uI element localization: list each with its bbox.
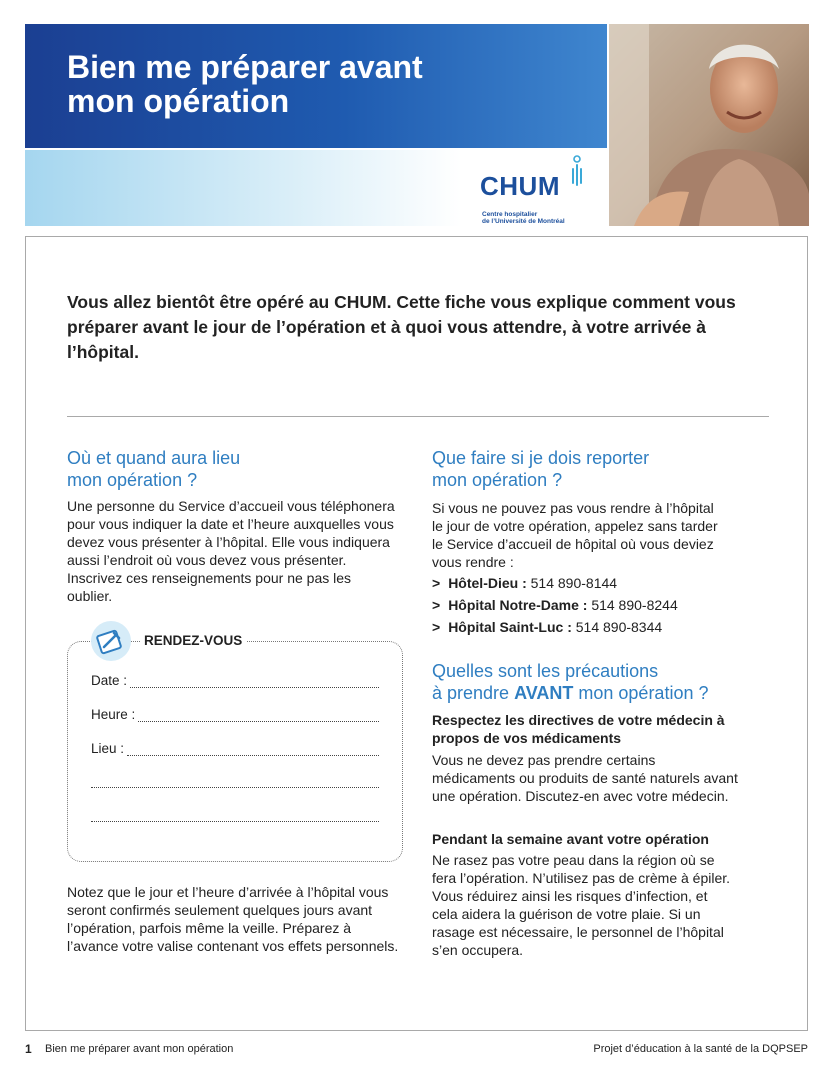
page-number: 1: [25, 1042, 32, 1056]
hospital-item: > Hôpital Saint-Luc : 514 890-8344: [432, 619, 663, 635]
place-line-2[interactable]: [91, 775, 379, 788]
medication-text: Vous ne devez pas prendre certains médicaments ou produits de santé naturels avant une opération. Discutez-en avec votre médecin.: [432, 752, 738, 804]
appointment-title: RENDEZ-VOUS: [140, 633, 246, 648]
week-before-text: Ne rasez pas votre peau dans la région où se fera l’opération. N’utilisez pas de crème à épiler. Vous réduirez ainsi les risques d’infection, et cela aidera la guérison de votre plaie. Si un rasage est nécessaire, le personnel de l’hôpital s’en occupera.: [432, 852, 731, 958]
page-title: Bien me préparer avant mon opération: [67, 49, 423, 119]
week-before-subheading: Pendant la semaine avant votre opération: [432, 831, 709, 847]
chum-logo: [480, 155, 590, 225]
where-when-heading: Où et quand aura lieu mon opération ?: [67, 448, 241, 490]
postpone-heading: Que faire si je dois reporter mon opération ?: [432, 448, 650, 490]
postpone-text: Si vous ne pouvez pas vous rendre à l’hôpital le jour de votre opération, appelez sans tarder le Service d’accueil de hôpital où vous deviez vous rendre :: [432, 500, 718, 570]
phone-number[interactable]: 514 890-8144: [530, 575, 618, 591]
precautions-heading: Quelles sont les précautions à prendre AVANT mon opération ?: [432, 661, 709, 703]
calendar-icon: [90, 620, 132, 662]
person-figure-icon: [570, 155, 584, 201]
intro-text: Vous allez bientôt être opéré au CHUM. Cette fiche vous explique comment vous préparer avant le jour de l’opération et à quoi vous attendre, à votre arrivée à l’hôpital.: [67, 292, 736, 362]
patient-photo: [609, 24, 809, 226]
hospital-list: [432, 572, 678, 638]
medication-subheading: Respectez les directives de votre médecin à propos de vos médicaments: [432, 712, 725, 746]
phone-number[interactable]: 514 890-8244: [591, 597, 678, 613]
phone-number[interactable]: 514 890-8344: [575, 619, 663, 635]
logo-name: CHUM: [480, 171, 560, 201]
place-field[interactable]: Lieu :: [91, 741, 379, 756]
footer-title: Bien me préparer avant mon opération: [45, 1043, 234, 1055]
divider: [67, 416, 769, 417]
logo-subtitle: Centre hospitalier de l’Université de Montréal: [482, 211, 565, 225]
arrival-note: Notez que le jour et l’heure d’arrivée à l’hôpital vous seront confirmés seulement quelques jours avant l’opération, parfois même la veille. Préparez à l’avance votre valise contenant vos effets personnels.: [67, 884, 399, 954]
where-when-text: Une personne du Service d’accueil vous téléphonera pour vous indiquer la date et l’heure auxquelles vous devez vous présenter à l’hôpital. Elle vous indiquera aussi l’endroit où vous devez vous présenter. Inscrivez ces renseignements pour ne pas les oublier.: [67, 498, 395, 604]
date-field[interactable]: Date :: [91, 673, 379, 688]
time-field[interactable]: Heure :: [91, 707, 379, 722]
hospital-item: > Hôpital Notre-Dame : 514 890-8244: [432, 597, 678, 613]
hospital-item: > Hôtel-Dieu : 514 890-8144: [432, 575, 618, 591]
place-line-3[interactable]: [91, 809, 379, 822]
footer-project: Projet d’éducation à la santé de la DQPSEP: [593, 1043, 808, 1055]
